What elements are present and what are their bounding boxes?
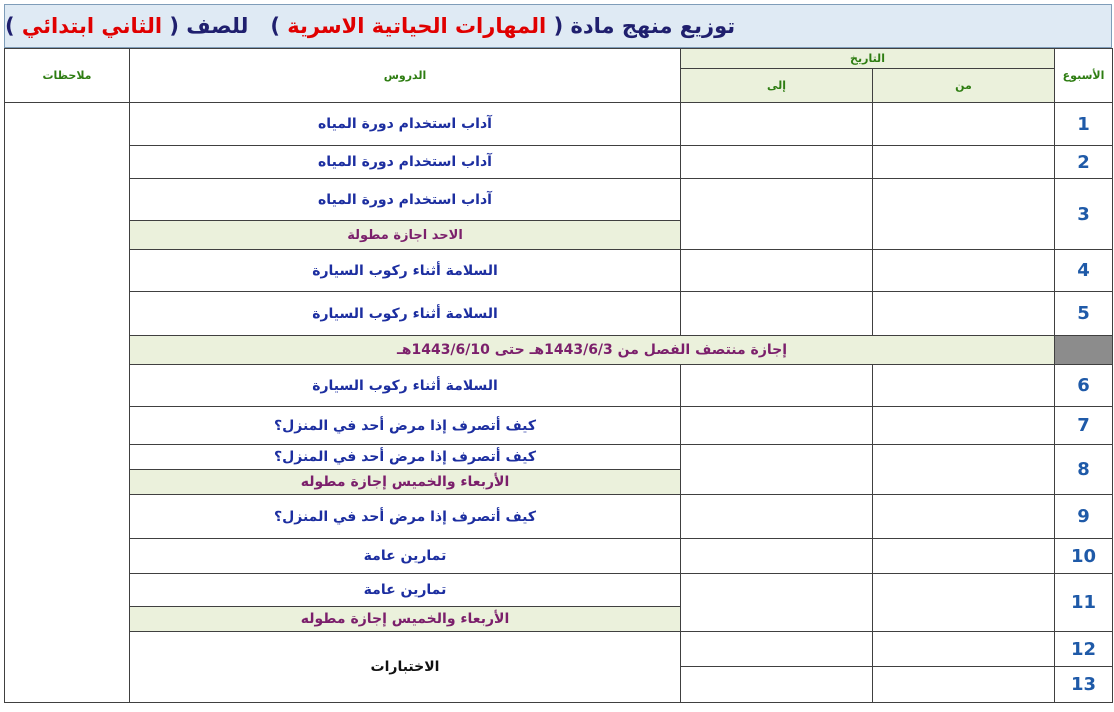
title-grade: الثاني ابتدائي (21, 14, 163, 38)
midterm-break-note: إجازة منتصف الفصل من 1443/6/3هـ حتى 1443/6/10هـ (130, 336, 1055, 365)
table-row (5, 179, 1113, 221)
date-to-cell[interactable] (681, 574, 873, 632)
date-from-cell[interactable] (873, 574, 1055, 632)
table-row (5, 445, 1113, 470)
title-text: توزيع منهج مادة (570, 14, 736, 38)
title-open-paren: ( (553, 14, 564, 38)
lesson-cell: آداب استخدام دورة المياه (130, 146, 681, 179)
date-from-cell[interactable] (873, 365, 1055, 407)
lesson-cell: السلامة أثناء ركوب السيارة (130, 250, 681, 292)
date-to-cell[interactable] (681, 146, 873, 179)
lesson-cell: كيف أتصرف إذا مرض أحد في المنزل؟ (130, 445, 681, 470)
week-number: 13 (1055, 667, 1113, 703)
table-row (5, 365, 1113, 407)
lesson-cell: كيف أتصرف إذا مرض أحد في المنزل؟ (130, 407, 681, 445)
title-class-label: للصف (186, 14, 249, 38)
week-number: 5 (1055, 292, 1113, 336)
table-row (5, 336, 1113, 365)
date-from-cell[interactable] (873, 632, 1055, 667)
date-to-cell[interactable] (681, 495, 873, 539)
week-number: 3 (1055, 179, 1113, 250)
table-row (5, 632, 1113, 667)
header-to: إلى (681, 69, 873, 103)
holiday-note: الأربعاء والخميس إجازة مطوله (130, 607, 681, 632)
week-number: 2 (1055, 146, 1113, 179)
holiday-note: الاحد اجازة مطولة (130, 221, 681, 250)
header-notes: ملاحظات (5, 49, 130, 103)
date-from-cell[interactable] (873, 495, 1055, 539)
date-to-cell[interactable] (681, 179, 873, 250)
header-lessons: الدروس (130, 49, 681, 103)
midterm-week-cell (1055, 336, 1113, 365)
lesson-cell: كيف أتصرف إذا مرض أحد في المنزل؟ (130, 495, 681, 539)
date-to-cell[interactable] (681, 250, 873, 292)
week-number: 7 (1055, 407, 1113, 445)
week-number: 12 (1055, 632, 1113, 667)
date-from-cell[interactable] (873, 179, 1055, 250)
table-row (5, 146, 1113, 179)
date-from-cell[interactable] (873, 250, 1055, 292)
week-number: 10 (1055, 539, 1113, 574)
header-date: التاريخ (681, 49, 1055, 69)
date-to-cell[interactable] (681, 539, 873, 574)
table-row (5, 250, 1113, 292)
title-close-paren: ) (270, 14, 280, 38)
date-from-cell[interactable] (873, 292, 1055, 336)
lesson-cell: تمارين عامة (130, 539, 681, 574)
table-row (5, 292, 1113, 336)
header-from: من (873, 69, 1055, 103)
lesson-cell: السلامة أثناء ركوب السيارة (130, 365, 681, 407)
date-from-cell[interactable] (873, 103, 1055, 146)
table-row (5, 539, 1113, 574)
date-from-cell[interactable] (873, 445, 1055, 495)
notes-cell[interactable] (5, 103, 130, 703)
table-row (5, 495, 1113, 539)
week-number: 4 (1055, 250, 1113, 292)
lesson-cell: آداب استخدام دورة المياه (130, 179, 681, 221)
date-to-cell[interactable] (681, 365, 873, 407)
table-row (5, 103, 1113, 146)
table-row (5, 574, 1113, 607)
lesson-cell: آداب استخدام دورة المياه (130, 103, 681, 146)
date-to-cell[interactable] (681, 445, 873, 495)
date-to-cell[interactable] (681, 632, 873, 667)
date-to-cell[interactable] (681, 667, 873, 703)
grade-close-paren: ) (5, 14, 15, 38)
date-from-cell[interactable] (873, 407, 1055, 445)
grade-open-paren: ( (169, 14, 179, 38)
date-to-cell[interactable] (681, 292, 873, 336)
table-row (5, 407, 1113, 445)
lesson-cell: تمارين عامة (130, 574, 681, 607)
date-from-cell[interactable] (873, 146, 1055, 179)
holiday-note: الأربعاء والخميس إجازة مطوله (130, 470, 681, 495)
lesson-cell: السلامة أثناء ركوب السيارة (130, 292, 681, 336)
date-from-cell[interactable] (873, 667, 1055, 703)
week-number: 8 (1055, 445, 1113, 495)
week-number: 6 (1055, 365, 1113, 407)
date-to-cell[interactable] (681, 407, 873, 445)
header-week: الأسبوع (1055, 49, 1113, 103)
date-from-cell[interactable] (873, 539, 1055, 574)
date-to-cell[interactable] (681, 103, 873, 146)
curriculum-table (4, 48, 1113, 703)
week-number: 11 (1055, 574, 1113, 632)
title-subject: المهارات الحياتية الاسرية (287, 14, 547, 38)
exams-cell: الاختبارات (130, 632, 681, 703)
page-title (4, 4, 1112, 48)
week-number: 1 (1055, 103, 1113, 146)
week-number: 9 (1055, 495, 1113, 539)
